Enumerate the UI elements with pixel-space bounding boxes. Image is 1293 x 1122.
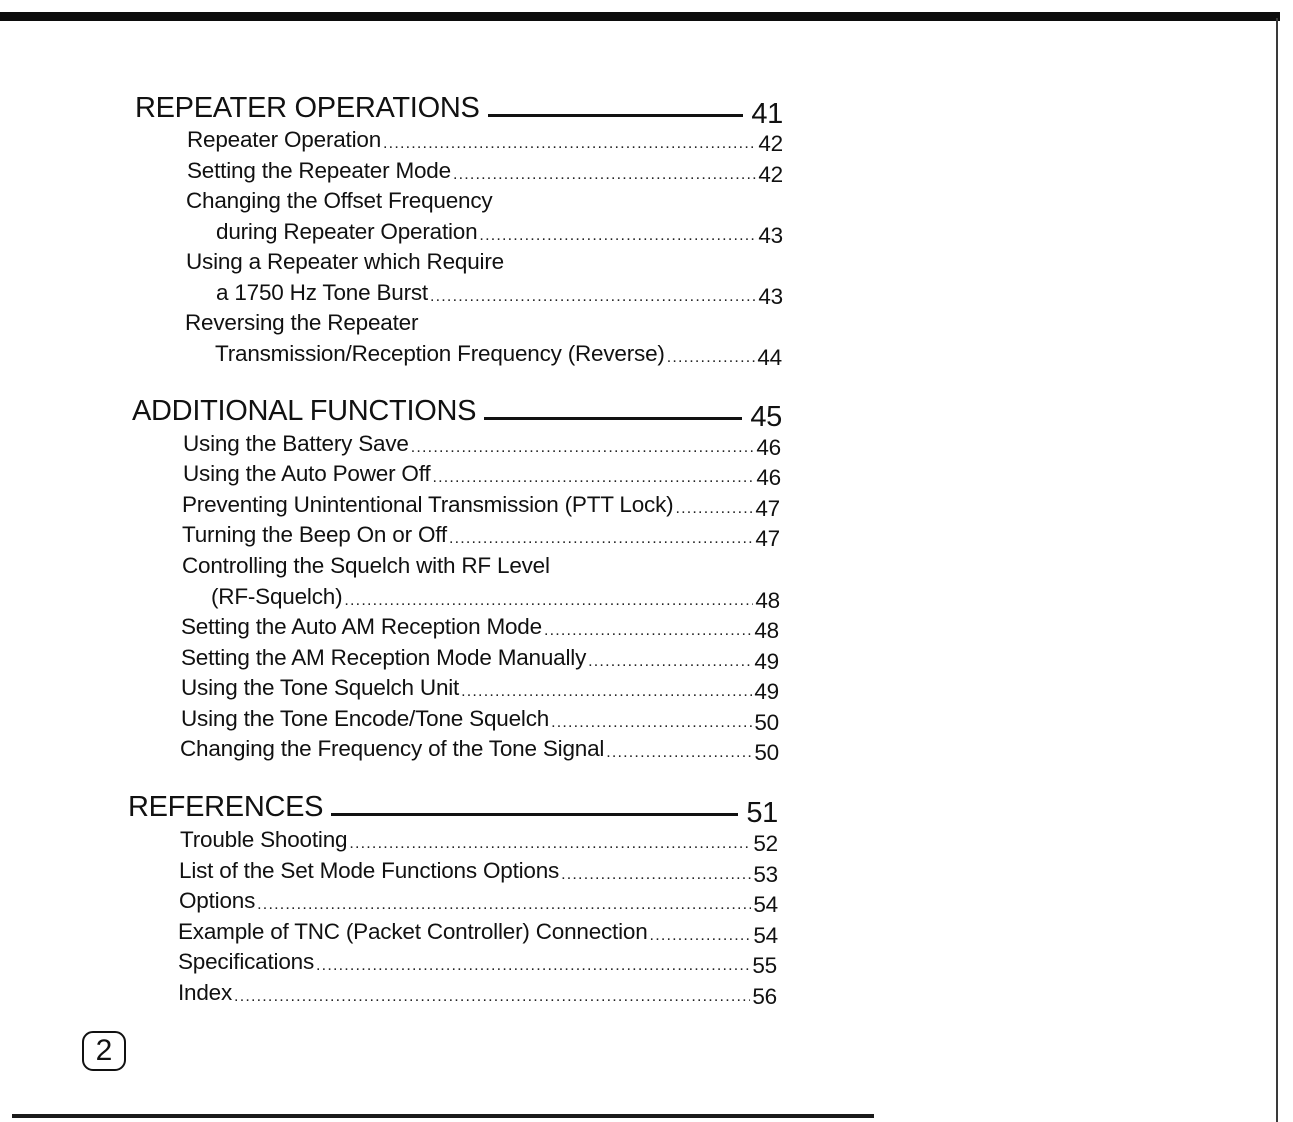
- dot-leader: [432, 468, 754, 488]
- toc-entry: [178, 979, 777, 1007]
- toc-entry-text: Specifications: [178, 949, 315, 974]
- toc-entry-page: 54: [753, 892, 778, 917]
- toc-entry-text: Example of TNC (Packet Controller) Connection: [178, 919, 648, 944]
- dot-leader: [411, 438, 755, 458]
- toc-entry-page: 43: [758, 223, 783, 248]
- section-page-number: 51: [746, 797, 778, 829]
- heading-rule: [488, 114, 744, 117]
- toc-entry-text: Changing the Offset Frequency: [186, 188, 493, 213]
- page-number: 2: [95, 1034, 113, 1067]
- toc-entry: [187, 157, 783, 185]
- toc-entry-page: 49: [754, 679, 779, 704]
- dot-leader: [551, 713, 752, 733]
- toc-entry-page: 52: [753, 831, 778, 856]
- dot-leader: [650, 926, 752, 946]
- toc-entry: [186, 187, 782, 215]
- toc-entry-text: Using the Tone Encode/Tone Squelch: [181, 706, 550, 731]
- toc-entry-page: 49: [754, 649, 779, 674]
- toc-entry: [211, 583, 780, 611]
- toc-entry-text: Setting the AM Reception Mode Manually: [181, 645, 587, 670]
- section-title: REFERENCES: [128, 791, 324, 823]
- toc-entry: [181, 613, 779, 641]
- toc-entry-page: 42: [758, 162, 783, 187]
- dot-leader: [675, 499, 753, 519]
- toc-entry-text: Turning the Beep On or Off: [182, 522, 447, 547]
- toc-entry: [181, 644, 779, 672]
- section-page-number: 41: [751, 98, 783, 130]
- toc-entry-text: during Repeater Operation: [216, 219, 478, 244]
- toc-entry-text: Controlling the Squelch with RF Level: [182, 553, 550, 578]
- dot-leader: [606, 743, 752, 763]
- dot-leader: [544, 621, 752, 641]
- section-heading-additional-functions: [132, 392, 782, 433]
- toc-entry-page: 56: [752, 984, 777, 1009]
- dot-leader: [449, 529, 753, 549]
- toc-entry-page: 46: [756, 465, 781, 490]
- dot-leader: [234, 987, 750, 1007]
- toc-entry-text: Setting the Repeater Mode: [187, 158, 451, 183]
- dot-leader: [667, 348, 756, 368]
- toc-entry-text: Options: [179, 888, 256, 913]
- section-page-number: 45: [750, 401, 782, 433]
- section-title: ADDITIONAL FUNCTIONS: [132, 395, 477, 427]
- heading-rule: [331, 813, 738, 816]
- toc-entry-page: 50: [754, 740, 779, 765]
- section-title: REPEATER OPERATIONS: [135, 92, 480, 124]
- toc-entry-text: Using the Battery Save: [183, 431, 409, 456]
- toc-entry-page: 53: [753, 862, 778, 887]
- toc-entry-page: 47: [755, 526, 780, 551]
- toc-entry: [182, 552, 780, 580]
- toc-entry-text: Preventing Unintentional Transmission (PTT Lock): [182, 492, 674, 517]
- toc-entry: [178, 918, 778, 946]
- toc-entry: [215, 340, 782, 368]
- toc-entry: [216, 279, 783, 307]
- toc-entry: [183, 430, 781, 458]
- toc-entry: [187, 126, 783, 154]
- toc-entry: [178, 948, 777, 976]
- toc-entry-text: a 1750 Hz Tone Burst: [216, 280, 428, 305]
- toc-entry: [182, 521, 780, 549]
- dot-leader: [430, 287, 756, 307]
- heading-rule: [484, 417, 742, 420]
- toc-entry-page: 54: [753, 923, 778, 948]
- toc-entry: [182, 491, 780, 519]
- toc-entry-text: Using the Auto Power Off: [183, 461, 431, 486]
- toc-entry: [186, 248, 782, 276]
- toc-entry-text: Using the Tone Squelch Unit: [181, 675, 460, 700]
- dot-leader: [588, 652, 752, 672]
- toc-entry-text: List of the Set Mode Functions Options: [179, 858, 560, 883]
- toc-entry: [180, 826, 778, 854]
- toc-entry-text: Reversing the Repeater: [185, 310, 419, 335]
- dot-leader: [349, 834, 751, 854]
- toc-entry-text: Setting the Auto AM Reception Mode: [181, 614, 542, 639]
- dot-leader: [453, 165, 756, 185]
- toc-entry-page: 47: [755, 496, 780, 521]
- toc-entry: [180, 735, 779, 763]
- toc-entry-page: 48: [755, 588, 780, 613]
- toc-entry-text: (RF-Squelch): [211, 584, 343, 609]
- dot-leader: [561, 865, 751, 885]
- dot-leader: [383, 134, 756, 154]
- dot-leader: [479, 226, 756, 246]
- toc-entry-page: 43: [758, 284, 783, 309]
- toc-entry: [179, 887, 778, 915]
- toc-entry-text: Using a Repeater which Require: [186, 249, 504, 274]
- bottom-rule: [12, 1114, 874, 1118]
- toc-entry: [181, 705, 779, 733]
- toc-entry-page: 44: [757, 345, 782, 370]
- dot-leader: [316, 956, 750, 976]
- page-number-badge: [82, 1031, 126, 1071]
- toc-entry-page: 42: [758, 131, 783, 156]
- section-heading-references: [128, 788, 778, 829]
- toc-entry: [181, 674, 779, 702]
- toc-entry-text: Repeater Operation: [187, 127, 382, 152]
- toc-entry-page: 50: [754, 710, 779, 735]
- toc-entry: [216, 218, 783, 246]
- dot-leader: [257, 895, 751, 915]
- toc-entry-text: Index: [178, 980, 233, 1005]
- dot-leader: [461, 682, 752, 702]
- toc-entry: [185, 309, 781, 337]
- section-heading-repeater-operations: [135, 89, 783, 130]
- toc-entry-text: Changing the Frequency of the Tone Signal: [180, 736, 605, 761]
- toc-entry-text: Transmission/Reception Frequency (Reverse): [215, 341, 665, 366]
- toc-entry-page: 46: [756, 435, 781, 460]
- toc-entry: [179, 857, 778, 885]
- toc-entry-text: Trouble Shooting: [180, 827, 348, 852]
- dot-leader: [344, 591, 753, 611]
- toc-entry-page: 48: [754, 618, 779, 643]
- toc-entry-page: 55: [752, 953, 777, 978]
- toc-entry: [183, 460, 781, 488]
